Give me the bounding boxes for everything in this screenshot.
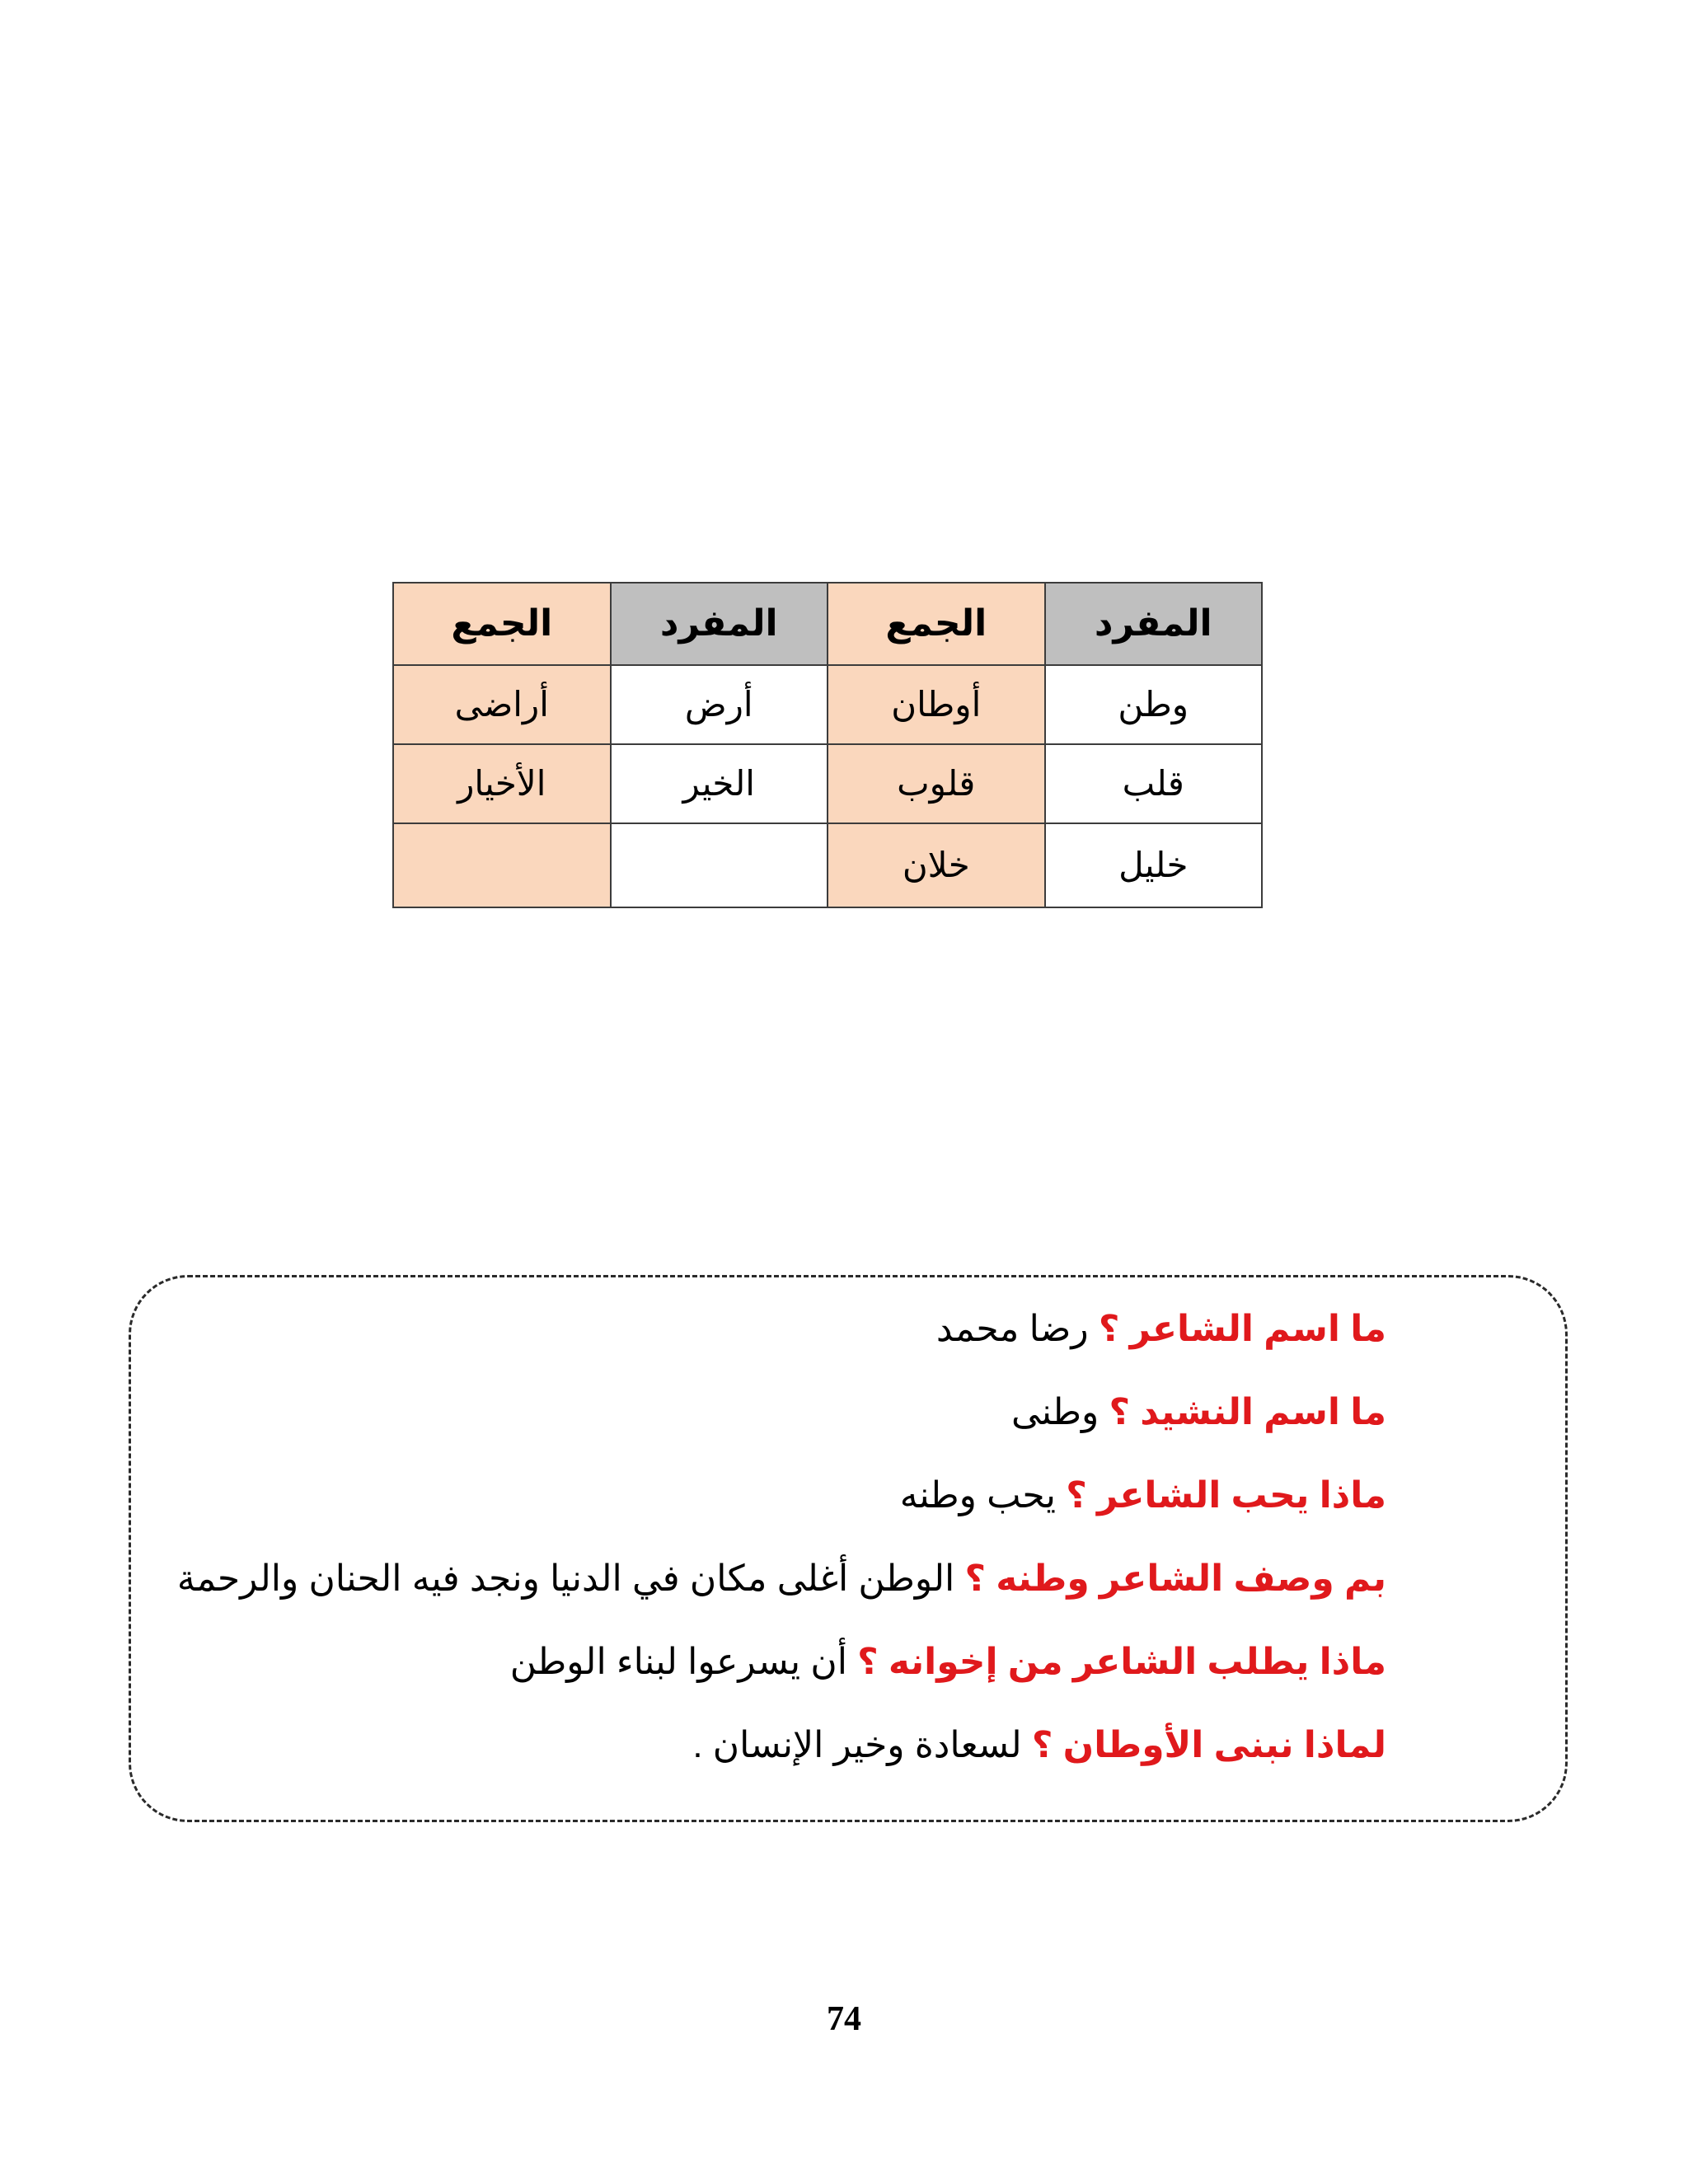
list-item xyxy=(150,1718,1386,1802)
answer-text: أن يسرعوا لبناء الوطن xyxy=(509,1642,847,1682)
question-text: بم وصف الشاعر وطنه ؟ xyxy=(964,1558,1386,1599)
table-header-singular: المفرد xyxy=(611,583,828,665)
questions-list xyxy=(150,1302,1386,1802)
list-item xyxy=(150,1469,1386,1552)
question-text: ما اسم النشيد ؟ xyxy=(1109,1392,1386,1432)
answer-text: وطنى xyxy=(1011,1392,1100,1432)
answer-text: لسعادة وخير الإنسان . xyxy=(692,1725,1022,1765)
table-header-singular: المفرد xyxy=(1045,583,1263,665)
table-row xyxy=(393,823,1262,907)
table-cell-plural: الأخيار xyxy=(393,744,611,823)
answer-text: رضا محمد xyxy=(935,1309,1089,1349)
table-cell-plural: أوطان xyxy=(828,665,1045,744)
table-cell-plural xyxy=(393,823,611,907)
answer-text: الوطن أغلى مكان في الدنيا ونجد فيه الحنان والرحمة xyxy=(176,1558,955,1599)
question-text: ماذا يطلب الشاعر من إخوانه ؟ xyxy=(857,1642,1386,1682)
table-cell-singular: الخير xyxy=(611,744,828,823)
question-text: ماذا يحب الشاعر ؟ xyxy=(1066,1475,1386,1516)
table-cell-plural: أراضى xyxy=(393,665,611,744)
table-row xyxy=(393,665,1262,744)
table-cell-singular: خليل xyxy=(1045,823,1263,907)
question-text: لماذا نبنى الأوطان ؟ xyxy=(1031,1725,1386,1765)
answer-text: يحب وطنه xyxy=(899,1475,1056,1516)
list-item xyxy=(150,1385,1386,1469)
table-header-plural: الجمع xyxy=(393,583,611,665)
page-number: 74 xyxy=(827,2000,861,2038)
table-header-row xyxy=(393,583,1262,665)
table-header-plural: الجمع xyxy=(828,583,1045,665)
table-cell-singular: وطن xyxy=(1045,665,1263,744)
question-text: ما اسم الشاعر ؟ xyxy=(1098,1309,1386,1349)
table-cell-plural: خلان xyxy=(828,823,1045,907)
table-row xyxy=(393,744,1262,823)
singular-plural-table xyxy=(392,582,1263,908)
table-cell-singular xyxy=(611,823,828,907)
table-cell-plural: قلوب xyxy=(828,744,1045,823)
list-item xyxy=(150,1552,1386,1635)
list-item xyxy=(150,1635,1386,1718)
list-item xyxy=(150,1302,1386,1385)
table-cell-singular: أرض xyxy=(611,665,828,744)
table-cell-singular: قلب xyxy=(1045,744,1263,823)
